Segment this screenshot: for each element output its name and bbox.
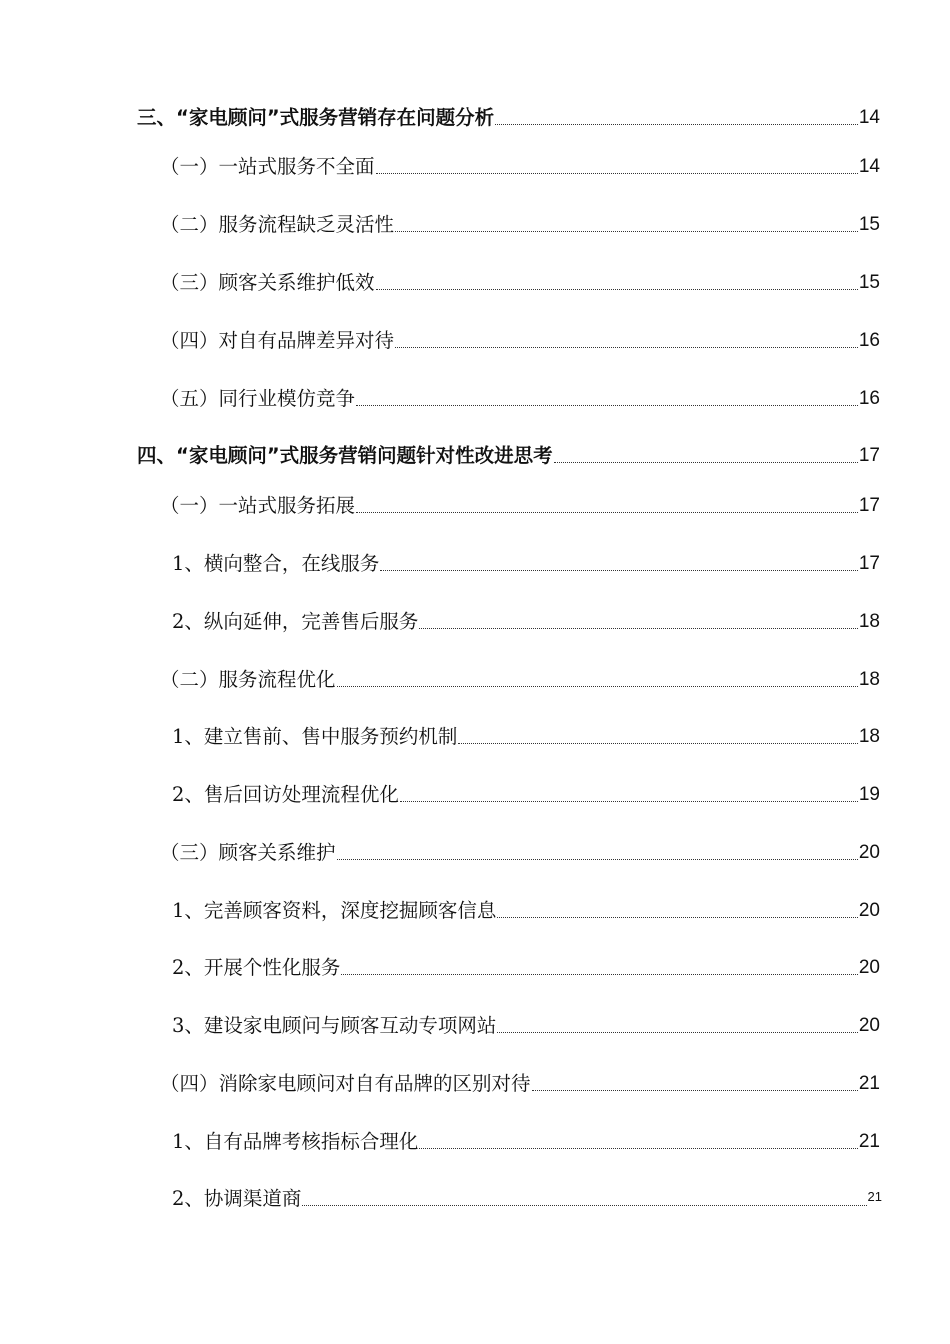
toc-entry-page: 15: [858, 214, 880, 235]
toc-entry[interactable]: [137, 443, 880, 469]
toc-entry-label: 2、售后回访处理流程优化: [172, 783, 399, 806]
toc-entry[interactable]: [172, 609, 880, 635]
toc-entry-page: 17: [858, 553, 880, 574]
dot-leader: [419, 628, 857, 629]
toc-entry-page: 14: [858, 107, 880, 128]
toc-entry-page: 20: [858, 1015, 880, 1036]
toc-entry-page: 15: [858, 272, 880, 293]
dot-leader: [356, 512, 858, 513]
toc-entry-label: （三）顾客关系维护低效: [160, 271, 375, 294]
toc-entry-page: 19: [858, 784, 880, 805]
toc-entry-page: 17: [858, 495, 880, 516]
toc-entry-page: 17: [858, 445, 880, 466]
toc-entry-label: 1、自有品牌考核指标合理化: [172, 1130, 419, 1153]
toc-entry[interactable]: [160, 154, 880, 180]
dot-leader: [302, 1205, 866, 1206]
dot-leader: [495, 124, 858, 125]
toc-entry-page: 21: [858, 1073, 880, 1094]
dot-leader: [341, 974, 857, 975]
dot-leader: [337, 686, 858, 687]
toc-entry-label: 三、“家电顾问”式服务营销存在问题分析: [137, 106, 495, 129]
toc-entry[interactable]: [160, 386, 880, 412]
toc-entry[interactable]: [160, 840, 880, 866]
dot-leader: [497, 1032, 857, 1033]
dot-leader: [497, 917, 857, 918]
toc-entry-label: （二）服务流程优化: [160, 668, 336, 691]
toc-entry-page: 21: [867, 1189, 882, 1204]
toc-entry-label: 2、开展个性化服务: [172, 956, 341, 979]
toc-entry[interactable]: [172, 955, 880, 981]
toc-entry-page: 21: [858, 1131, 880, 1152]
toc-entry[interactable]: [160, 328, 880, 354]
toc-entry-label: 四、“家电顾问”式服务营销问题针对性改进思考: [137, 444, 553, 467]
toc-entry[interactable]: [160, 270, 880, 296]
toc-entry[interactable]: [172, 1013, 880, 1039]
dot-leader: [356, 405, 858, 406]
toc-entry-label: 1、横向整合，在线服务: [172, 552, 380, 575]
toc-entry-label: （一）一站式服务不全面: [160, 155, 375, 178]
toc-entry[interactable]: [172, 724, 880, 750]
toc-entry[interactable]: [172, 898, 880, 924]
toc-entry-label: （三）顾客关系维护: [160, 841, 336, 864]
toc-entry[interactable]: [172, 1186, 882, 1212]
toc-entry-page: 16: [858, 330, 880, 351]
dot-leader: [376, 289, 858, 290]
toc-entry[interactable]: [160, 212, 880, 238]
toc-entry-page: 20: [858, 957, 880, 978]
toc-entry-page: 18: [858, 726, 880, 747]
toc-entry[interactable]: [137, 105, 880, 131]
dot-leader: [395, 231, 858, 232]
toc-entry-page: 20: [858, 900, 880, 921]
dot-leader: [380, 570, 857, 571]
toc-entry[interactable]: [172, 782, 880, 808]
toc-entry[interactable]: [160, 1071, 880, 1097]
toc-entry-label: 1、完善顾客资料，深度挖掘顾客信息: [172, 899, 497, 922]
toc-entry-page: 16: [858, 388, 880, 409]
toc-entry-label: 1、建立售前、售中服务预约机制: [172, 725, 458, 748]
dot-leader: [532, 1090, 858, 1091]
toc-entry-label: （四）对自有品牌差异对待: [160, 329, 395, 352]
dot-leader: [458, 743, 857, 744]
toc-entry-label: 2、协调渠道商: [172, 1187, 302, 1210]
toc-entry[interactable]: [172, 551, 880, 577]
toc-entry-page: 20: [858, 842, 880, 863]
toc-entry[interactable]: [160, 667, 880, 693]
toc-entry-page: 18: [858, 611, 880, 632]
toc-entry[interactable]: [172, 1129, 880, 1155]
toc-entry-label: 3、建设家电顾问与顾客互动专项网站: [172, 1014, 497, 1037]
dot-leader: [419, 1148, 857, 1149]
dot-leader: [554, 462, 858, 463]
toc-entry-label: （五）同行业模仿竞争: [160, 387, 356, 410]
toc-entry-label: （二）服务流程缺乏灵活性: [160, 213, 395, 236]
toc-entry-label: （一）一站式服务拓展: [160, 494, 356, 517]
dot-leader: [376, 173, 858, 174]
toc-entry[interactable]: [160, 493, 880, 519]
toc-entry-label: 2、纵向延伸，完善售后服务: [172, 610, 419, 633]
toc-entry-label: （四）消除家电顾问对自有品牌的区别对待: [160, 1072, 531, 1095]
dot-leader: [395, 347, 858, 348]
dot-leader: [400, 801, 858, 802]
toc-entry-page: 14: [858, 156, 880, 177]
dot-leader: [337, 859, 858, 860]
toc-entry-page: 18: [858, 669, 880, 690]
